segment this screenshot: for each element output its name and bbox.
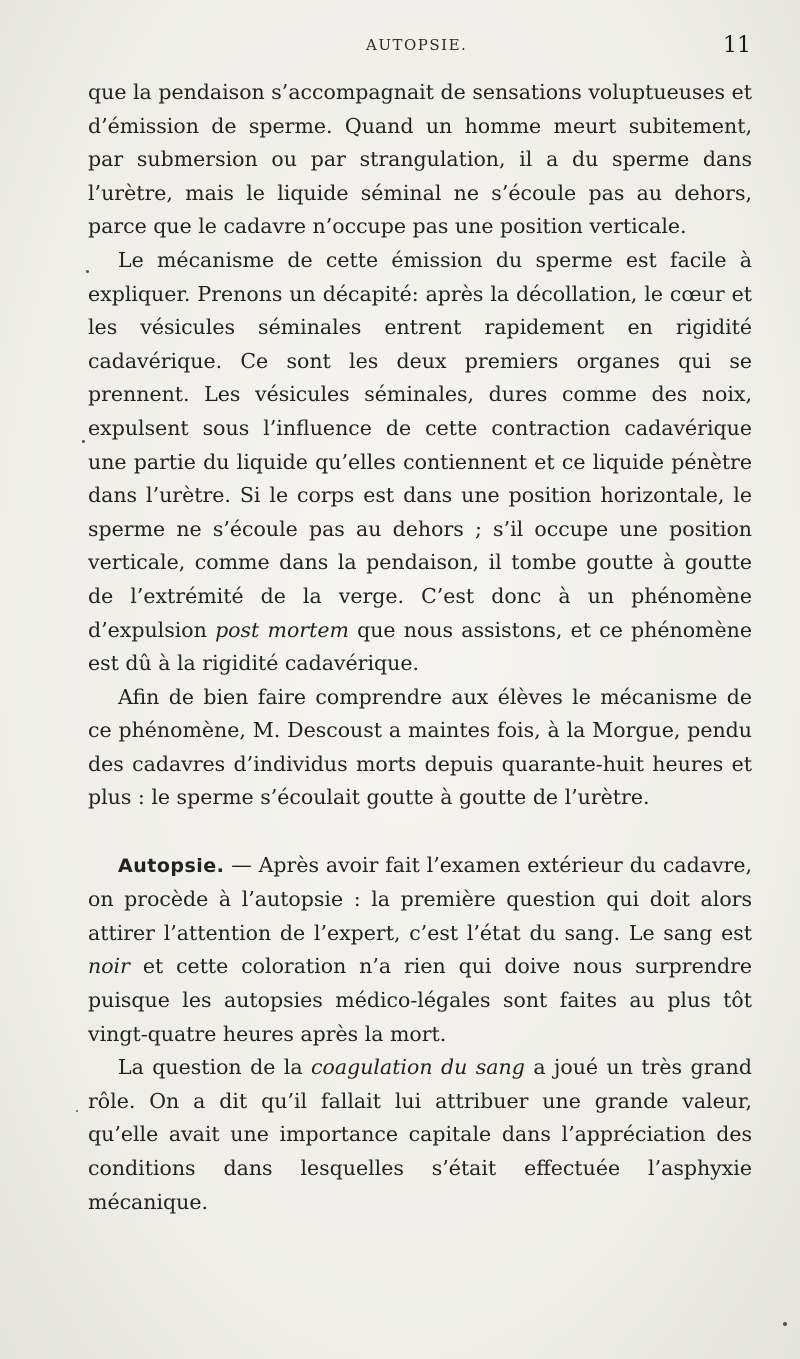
- paragraph-3: Afin de bien faire comprendre aux élèves le mécanisme de ce phénomène, M. Descoust a maintes fois, à la Morgue, pendu des cadavres d’individus morts depuis quarante-huit heures et plus : le sperme s’écoulait goutte à goutte de l’urètre.: [88, 684, 752, 810]
- page-number: 11: [723, 33, 751, 58]
- paper-speck: [82, 440, 85, 443]
- section-heading: Autopsie.: [118, 854, 225, 877]
- body-text: [88, 76, 752, 1219]
- paragraph-4: Autopsie. — Après avoir fait l’examen extérieur du cadavre, on procède à l’autopsie : la première question qui doit alors attirer l’attention de l’expert, c’est l’état du sang. Le sang est noir et cette coloration n’a rien qui doive nous surprendre puisque les autopsies médico-légales sont faites au plus tôt vingt-quatre heures après la mort.: [88, 852, 752, 1046]
- paper-speck: [76, 1110, 78, 1112]
- paragraph-1: que la pendaison s’accompagnait de sensations voluptueuses et d’émission de sperme. Quand un homme meurt subitement, par submersion ou par strangulation, il a du sperme dans l’urètre, mais le liquide séminal ne s’écoule pas au dehors, parce que le cadavre n’occupe pas une position verticale.: [88, 80, 752, 239]
- paragraph-5: La question de la coagulation du sang a joué un très grand rôle. On a dit qu’il fallait lui attribuer une grande valeur, qu’elle avait une importance capitale dans l’appréciation des conditions dans lesquelles s’était effectuée l’asphyxie mécanique.: [88, 1055, 752, 1214]
- italic-noir: noir: [88, 954, 130, 979]
- running-title: AUTOPSIE.: [366, 36, 468, 54]
- paragraph-2: Le mécanisme de cette émission du sperme est facile à expliquer. Prenons un décapité: après la décollation, le cœur et les vésicules séminales entrent rapidement en rigidité cadavérique. Ce sont les deux premiers organes qui se prennent. Les vésicules séminales, dures comme des noix, expulsent sous l’influence de cette contraction cadavérique une partie du liquide qu’elles contiennent et ce liquide pénètre dans l’urètre. Si le corps est dans une position horizontale, le sperme ne s’écoule pas au dehors ; s’il occupe une position verticale, comme dans la pendaison, il tombe goutte à goutte de l’extrémité de la verge. C’est donc à un phénomène d’expulsion post mortem que nous assistons, et ce phénomène est dû à la rigidité cadavérique.: [88, 247, 752, 676]
- italic-coagulation: coagulation du sang: [311, 1055, 525, 1080]
- italic-post-mortem: post mortem: [215, 617, 349, 642]
- running-head: [0, 33, 800, 64]
- paper-speck: [86, 270, 89, 273]
- paper-speck: [783, 1322, 787, 1326]
